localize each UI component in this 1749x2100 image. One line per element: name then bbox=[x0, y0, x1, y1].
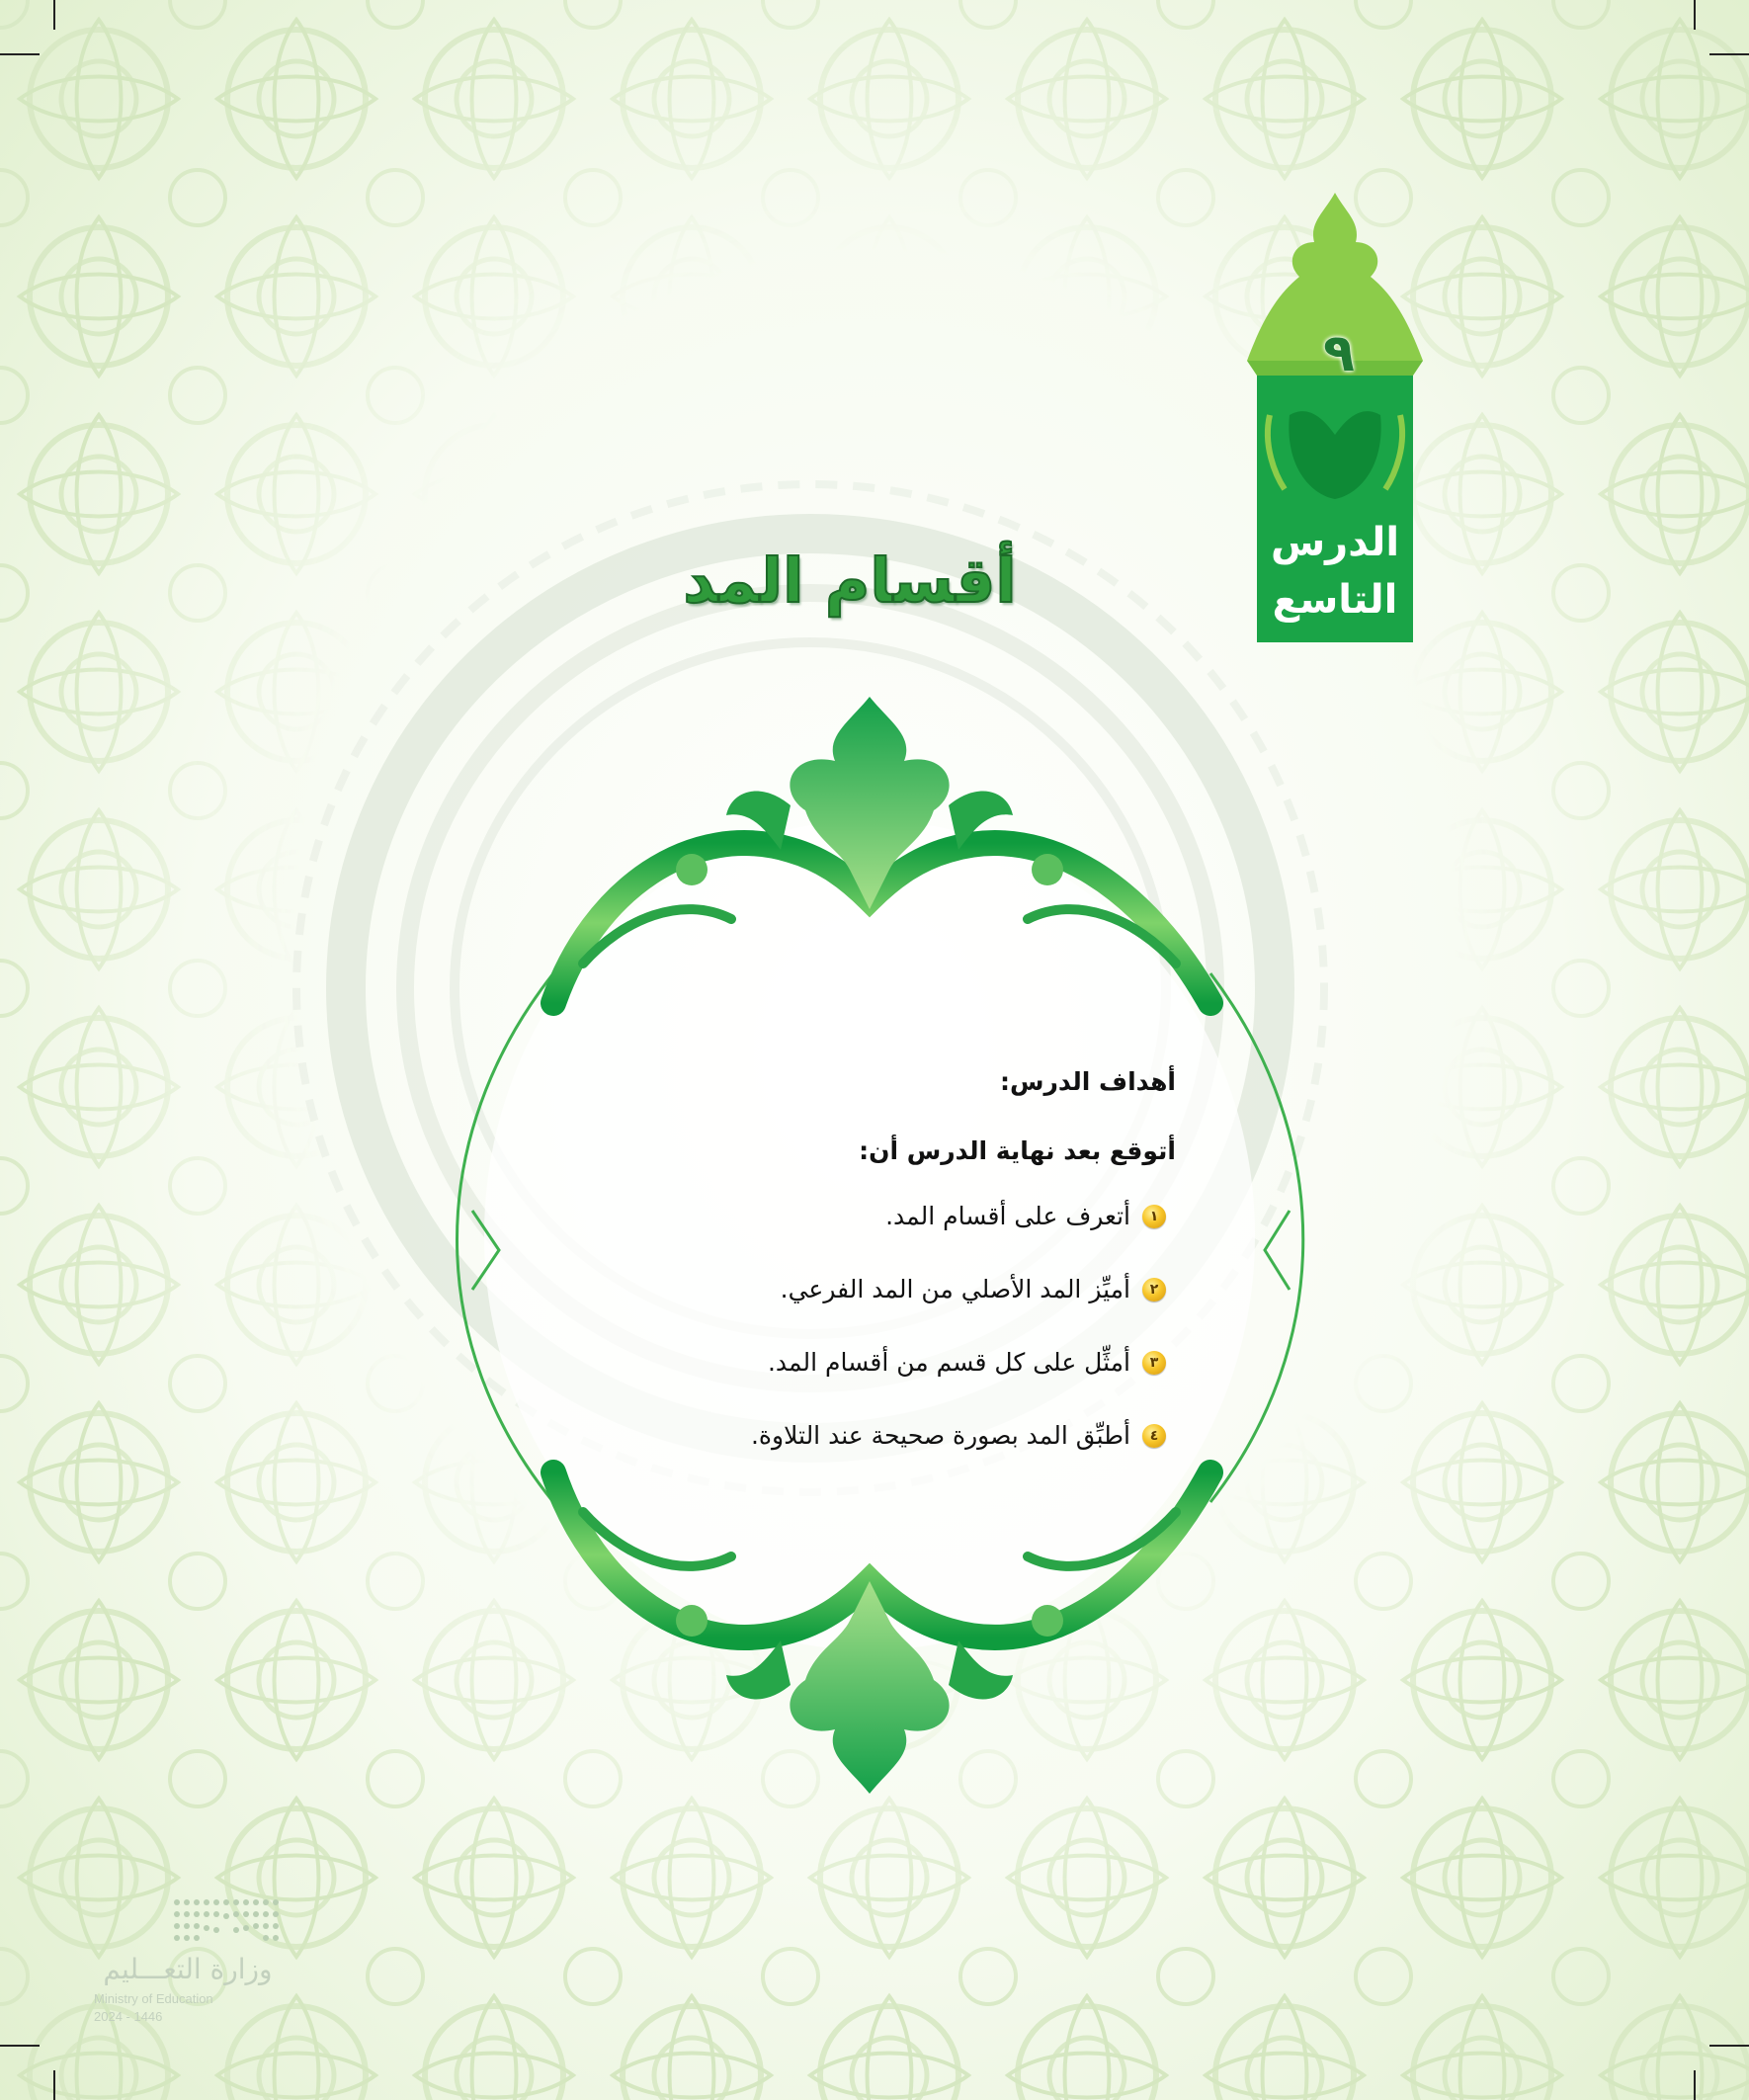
objective-item bbox=[553, 1416, 1176, 1456]
ministry-logo-dots-icon bbox=[171, 1892, 282, 1948]
ministry-name-english: Ministry of Education bbox=[94, 1991, 213, 2006]
objective-item bbox=[553, 1197, 1176, 1236]
objective-text: أتعرف على أقسام المد. bbox=[885, 1202, 1130, 1230]
objective-item bbox=[553, 1270, 1176, 1309]
objective-text: أمثِّل على كل قسم من أقسام المد. bbox=[767, 1348, 1130, 1377]
objective-text: أميِّز المد الأصلي من المد الفرعي. bbox=[780, 1275, 1130, 1303]
objective-text: أطبِّق المد بصورة صحيحة عند التلاوة. bbox=[750, 1421, 1130, 1450]
objective-item bbox=[553, 1343, 1176, 1383]
objectives-intro: أتوقع بعد نهاية الدرس أن: bbox=[859, 1136, 1176, 1165]
objective-number-badge: ٣ bbox=[1142, 1351, 1166, 1375]
ministry-logo bbox=[94, 1892, 282, 2041]
ministry-name-arabic: وزارة التعـــليم bbox=[103, 1953, 273, 1985]
lesson-objectives bbox=[553, 1062, 1176, 1489]
objective-number-badge: ١ bbox=[1142, 1205, 1166, 1228]
lesson-badge-label-line2: التاسع bbox=[1272, 577, 1398, 623]
lesson-badge-label-line1: الدرس bbox=[1270, 520, 1400, 565]
objectives-heading: أهداف الدرس: bbox=[1000, 1067, 1176, 1096]
ministry-year: 2024 - 1446 bbox=[94, 2009, 163, 2024]
objectives-list bbox=[553, 1197, 1176, 1456]
objective-number-badge: ٤ bbox=[1142, 1424, 1166, 1448]
lesson-title: أقسام المد bbox=[683, 545, 1017, 617]
objective-number-badge: ٢ bbox=[1142, 1278, 1166, 1302]
lesson-number: ٩ bbox=[1323, 324, 1355, 383]
lesson-badge-label bbox=[1257, 514, 1413, 629]
